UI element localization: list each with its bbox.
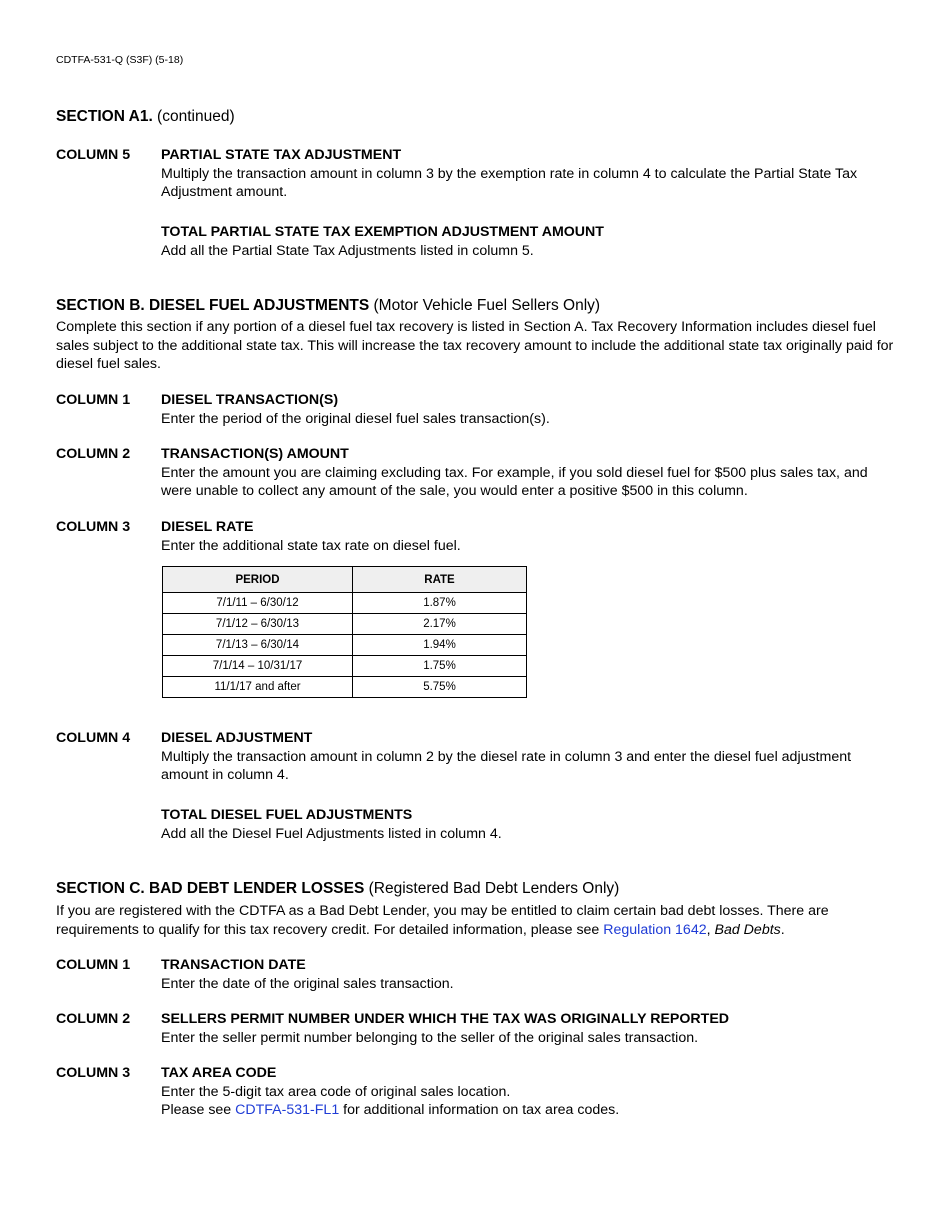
b-col4-heading: DIESEL ADJUSTMENT bbox=[161, 730, 313, 746]
rate-table-header-row bbox=[163, 567, 527, 593]
section-b-title bbox=[56, 296, 600, 315]
section-c-title-rest: (Registered Bad Debt Lenders Only) bbox=[364, 880, 620, 897]
section-c-intro-text: If you are registered with the CDTFA as a Bad Debt Lender, you may be entitled to claim certain bad debt losses. There are requirements to qualify for this tax recovery credit. For detailed information, please see bbox=[56, 903, 829, 938]
section-a1-title bbox=[56, 107, 235, 126]
c-col1-label: COLUMN 1 bbox=[56, 957, 131, 973]
c-col1-body bbox=[161, 956, 896, 993]
c-col3-label: COLUMN 3 bbox=[56, 1065, 131, 1081]
c-col1-heading: TRANSACTION DATE bbox=[161, 957, 306, 973]
rate-table-header-rate: RATE bbox=[353, 567, 527, 593]
rate-value-cell: 2.17% bbox=[353, 614, 527, 635]
c-col3-body bbox=[161, 1064, 896, 1120]
b-col2-text: Enter the amount you are claiming excluding tax. For example, if you sold diesel fuel for $500 plus sales tax, and were unable to collect any amount of the sale, you would enter a positive $500 in this column. bbox=[161, 464, 868, 499]
a1-total-text: Add all the Partial State Tax Adjustments listed in column 5. bbox=[161, 242, 534, 259]
section-b-title-rest: (Motor Vehicle Fuel Sellers Only) bbox=[369, 297, 601, 314]
table-row bbox=[163, 593, 527, 614]
cdtfa-531-fl1-link[interactable]: CDTFA-531-FL1 bbox=[235, 1102, 340, 1118]
section-c-title bbox=[56, 879, 619, 898]
b-col3-body bbox=[161, 518, 896, 555]
b-col1-label: COLUMN 1 bbox=[56, 392, 131, 408]
b-col3-heading: DIESEL RATE bbox=[161, 519, 254, 535]
table-row bbox=[163, 635, 527, 656]
b-col4-text: Multiply the transaction amount in column 2 by the diesel rate in column 3 and enter the diesel fuel adjustment amount in column 4. bbox=[161, 748, 852, 783]
rate-value-cell: 1.94% bbox=[353, 635, 527, 656]
section-b-title-bold: SECTION B. DIESEL FUEL ADJUSTMENTS bbox=[56, 297, 370, 314]
b-col1-heading: DIESEL TRANSACTION(S) bbox=[161, 392, 339, 408]
table-row bbox=[163, 677, 527, 698]
b-col1-body bbox=[161, 391, 896, 428]
b-col3-label: COLUMN 3 bbox=[56, 519, 131, 535]
rate-period-cell: 11/1/17 and after bbox=[163, 677, 353, 698]
b-col4-label: COLUMN 4 bbox=[56, 730, 131, 746]
rate-value-cell: 1.87% bbox=[353, 593, 527, 614]
section-a1-title-rest: (continued) bbox=[152, 108, 235, 125]
a1-total-body bbox=[161, 223, 896, 260]
b-total-text: Add all the Diesel Fuel Adjustments listed in column 4. bbox=[161, 825, 502, 842]
rate-period-cell: 7/1/12 – 6/30/13 bbox=[163, 614, 353, 635]
b-total-heading: TOTAL DIESEL FUEL ADJUSTMENTS bbox=[161, 807, 413, 823]
c-col3-heading: TAX AREA CODE bbox=[161, 1065, 277, 1081]
diesel-rate-table bbox=[162, 566, 527, 698]
b-col2-label: COLUMN 2 bbox=[56, 446, 131, 462]
c-col2-label: COLUMN 2 bbox=[56, 1011, 131, 1027]
c-col3-text-line2 bbox=[161, 1101, 896, 1120]
b-col3-text: Enter the additional state tax rate on diesel fuel. bbox=[161, 537, 461, 554]
section-a1-title-bold: SECTION A1. bbox=[56, 108, 153, 125]
rate-period-cell: 7/1/14 – 10/31/17 bbox=[163, 656, 353, 677]
c-col2-heading: SELLERS PERMIT NUMBER UNDER WHICH THE TAX WAS ORIGINALLY REPORTED bbox=[161, 1011, 730, 1027]
c-col1-text: Enter the date of the original sales transaction. bbox=[161, 975, 454, 992]
b-total-body bbox=[161, 806, 896, 843]
section-c-title-bold: SECTION C. BAD DEBT LENDER LOSSES bbox=[56, 880, 365, 897]
b-col2-body bbox=[161, 445, 896, 501]
rate-value-cell: 1.75% bbox=[353, 656, 527, 677]
table-row bbox=[163, 656, 527, 677]
section-c-intro-end: . bbox=[780, 921, 785, 938]
rate-period-cell: 7/1/11 – 6/30/12 bbox=[163, 593, 353, 614]
regulation-1642-link[interactable]: Regulation 1642 bbox=[603, 921, 707, 938]
a1-col5-body bbox=[161, 146, 896, 202]
a1-col5-text: Multiply the transaction amount in column 3 by the exemption rate in column 4 to calculate the Partial State Tax Adjustment amount. bbox=[161, 165, 858, 200]
section-b-intro: Complete this section if any portion of a diesel fuel tax recovery is listed in Section A. Tax Recovery Information includes diesel fuel sales subject to the additional state tax. This will increase the tax recovery amount to include the additional state tax originally paid for diesel fuel sales. bbox=[56, 319, 894, 372]
form-number: CDTFA-531-Q (S3F) (5-18) bbox=[56, 54, 184, 66]
section-c-intro bbox=[56, 902, 896, 939]
c-col2-text: Enter the seller permit number belonging to the seller of the original sales transaction. bbox=[161, 1029, 699, 1046]
rate-period-cell: 7/1/13 – 6/30/14 bbox=[163, 635, 353, 656]
c-col2-body bbox=[161, 1010, 896, 1047]
c-col3-line2-before: Please see bbox=[161, 1102, 236, 1118]
c-col3-text: Enter the 5-digit tax area code of original sales location. bbox=[161, 1083, 511, 1100]
a1-total-heading: TOTAL PARTIAL STATE TAX EXEMPTION ADJUSTMENT AMOUNT bbox=[161, 224, 604, 240]
section-c-intro-comma: , bbox=[706, 921, 715, 938]
c-col3-line2-after: for additional information on tax area codes. bbox=[339, 1102, 620, 1118]
b-col4-body bbox=[161, 729, 896, 785]
a1-col5-heading: PARTIAL STATE TAX ADJUSTMENT bbox=[161, 147, 402, 163]
b-col2-heading: TRANSACTION(S) AMOUNT bbox=[161, 446, 349, 462]
a1-col5-label: COLUMN 5 bbox=[56, 147, 131, 163]
b-col1-text: Enter the period of the original diesel fuel sales transaction(s). bbox=[161, 410, 550, 427]
rate-table-header-period: PERIOD bbox=[163, 567, 353, 593]
rate-value-cell: 5.75% bbox=[353, 677, 527, 698]
table-row bbox=[163, 614, 527, 635]
bad-debts-title: Bad Debts bbox=[714, 921, 781, 938]
